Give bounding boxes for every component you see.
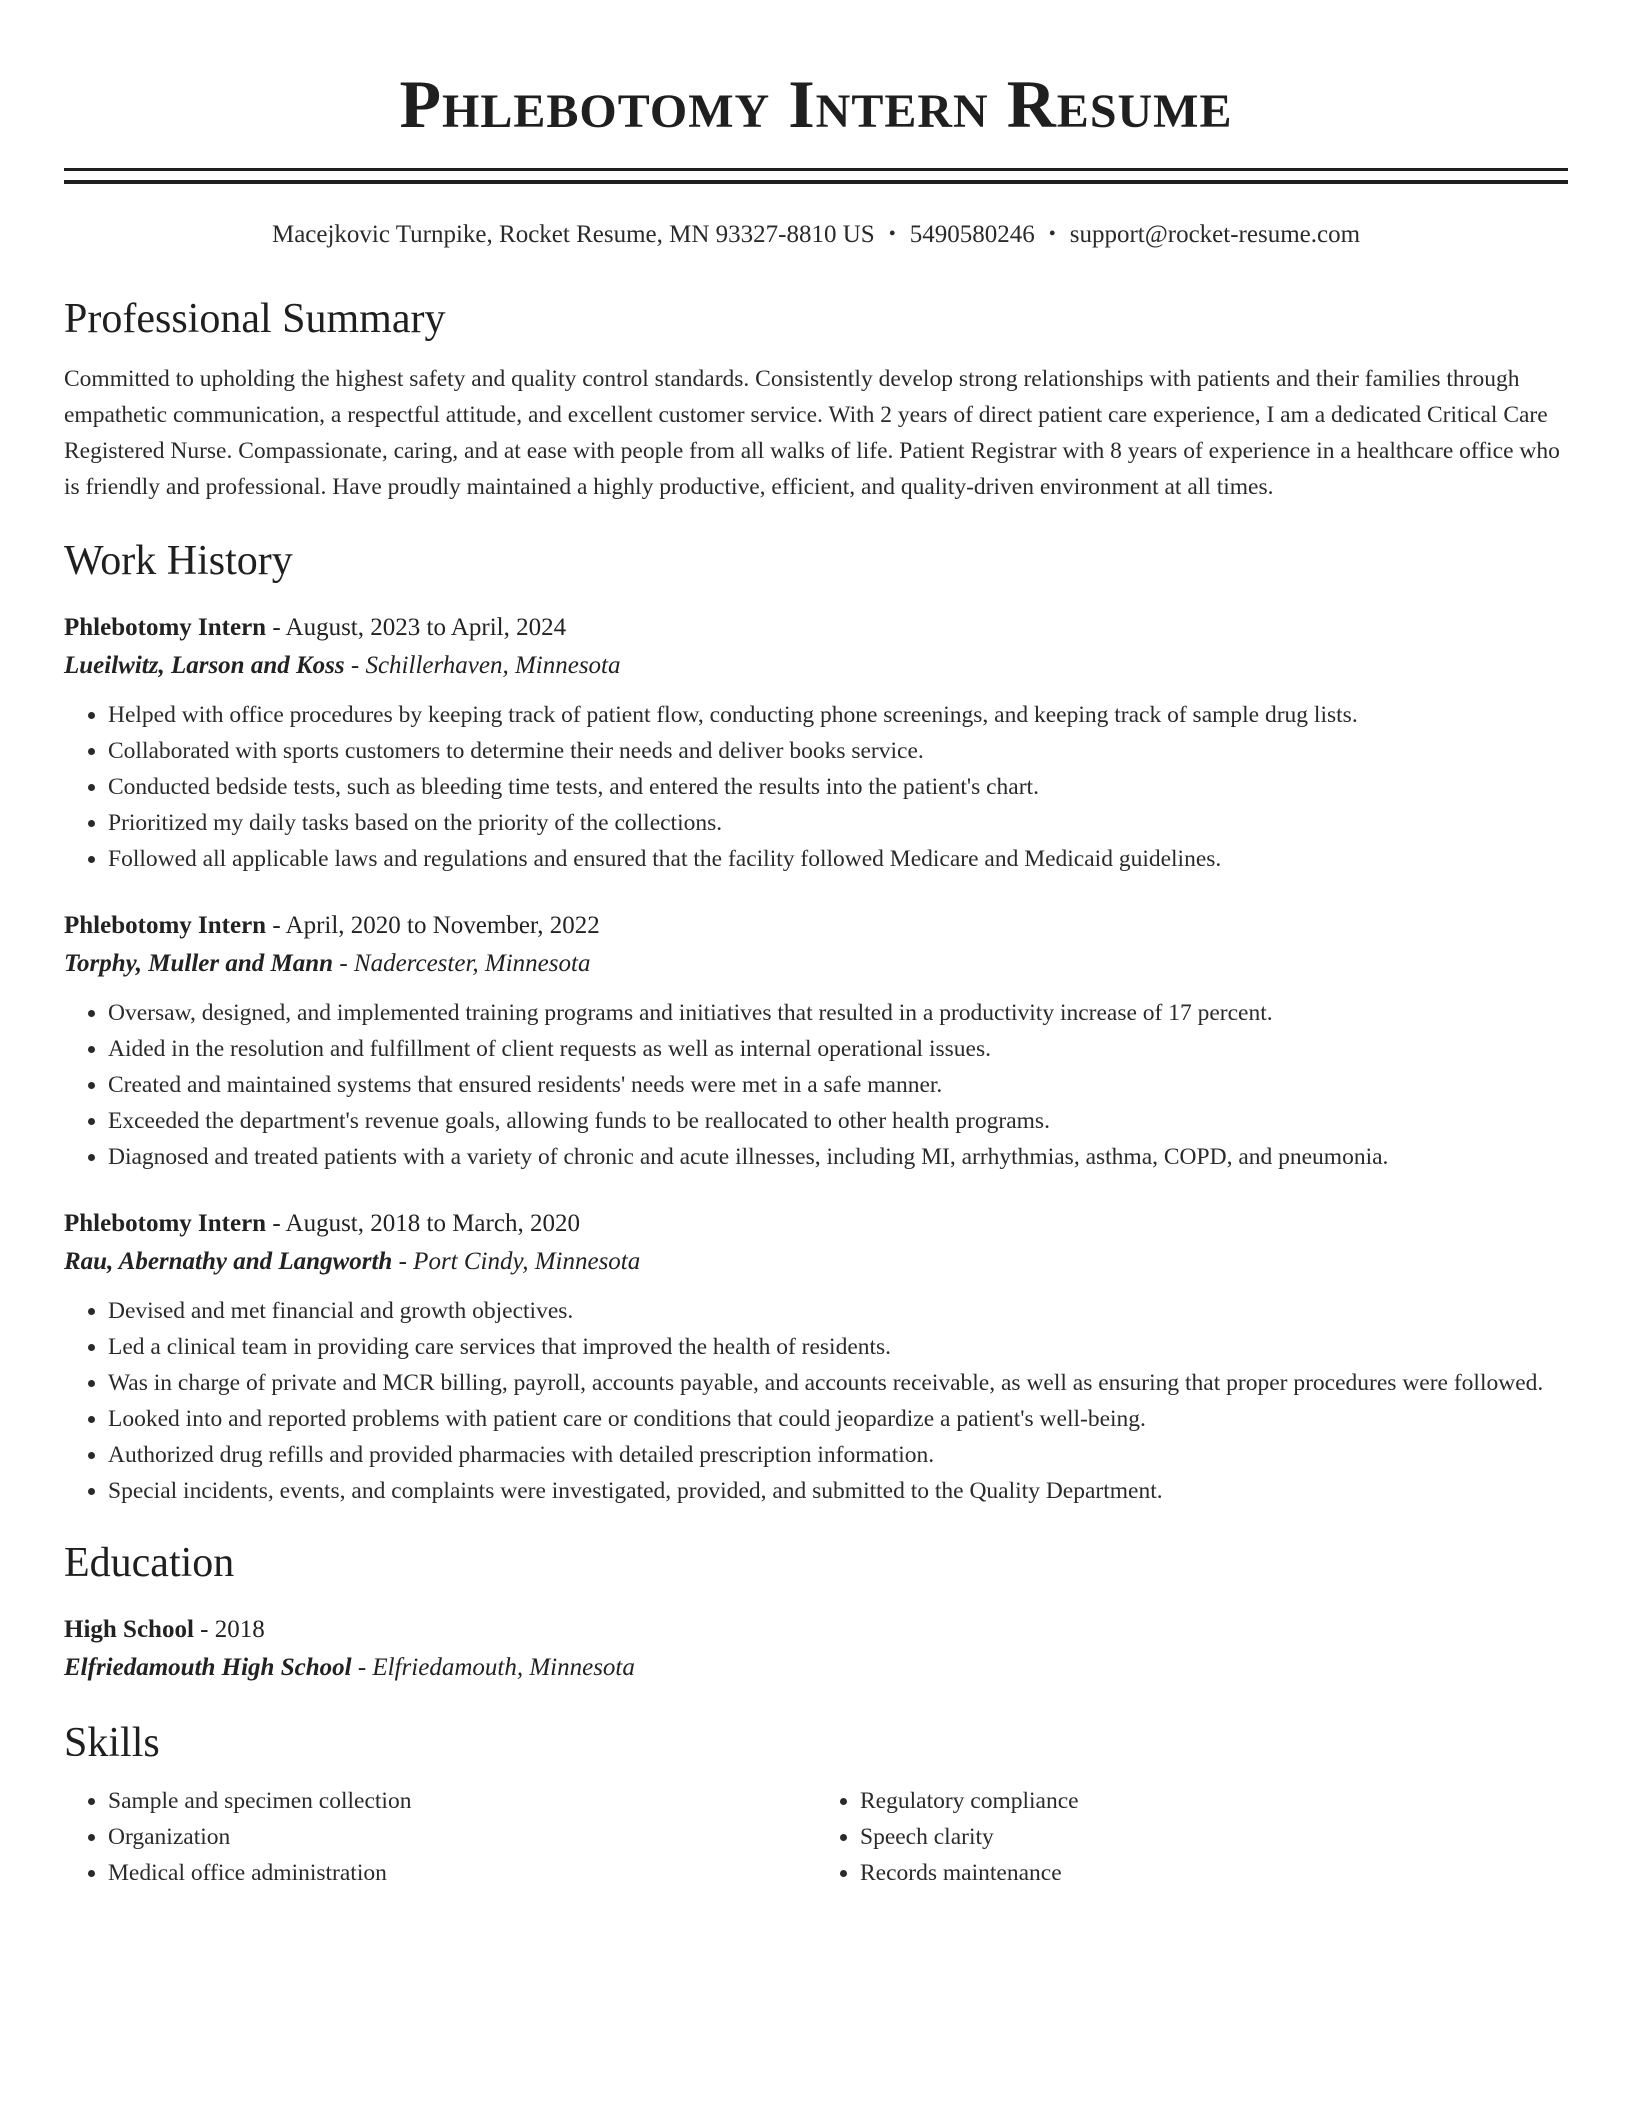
list-item: • Conducted bedside tests, such as bleeding time tests, and entered the results into the patient's chart. bbox=[108, 769, 1568, 805]
job-entry bbox=[64, 907, 1568, 1175]
contact-separator: • bbox=[1048, 223, 1056, 245]
job-entry bbox=[64, 609, 1568, 877]
company-location: - Nadercester, Minnesota bbox=[333, 950, 591, 977]
job-title: Phlebotomy Intern bbox=[64, 1210, 267, 1237]
list-item: • Speech clarity bbox=[860, 1819, 1568, 1855]
job-bullets bbox=[64, 697, 1568, 877]
job-title: Phlebotomy Intern bbox=[64, 614, 267, 641]
job-dates: - August, 2018 to March, 2020 bbox=[266, 1210, 580, 1237]
company-location: - Port Cindy, Minnesota bbox=[392, 1248, 641, 1275]
education-heading: Education bbox=[64, 1540, 235, 1586]
list-item: • Followed all applicable laws and regulations and ensured that the facility followed Medicare and Medicaid guidelines. bbox=[108, 841, 1568, 877]
list-item: • Diagnosed and treated patients with a variety of chronic and acute illnesses, including MI, arrhythmias, asthma, COPD, and pneumonia. bbox=[108, 1139, 1568, 1175]
contact-address: Macejkovic Turnpike, Rocket Resume, MN 93327-8810 US bbox=[271, 221, 875, 248]
list-item: • Medical office administration bbox=[108, 1855, 816, 1891]
company-line bbox=[64, 945, 1568, 983]
company-location: - Schillerhaven, Minnesota bbox=[344, 652, 621, 679]
degree-line bbox=[64, 1611, 1568, 1649]
resume-title: Phlebotomy Intern Resume bbox=[399, 66, 1233, 142]
summary-heading: Professional Summary bbox=[64, 296, 446, 342]
list-item: • Prioritized my daily tasks based on the priority of the collections. bbox=[108, 805, 1568, 841]
contact-separator: • bbox=[888, 223, 896, 245]
list-item: • Authorized drug refills and provided pharmacies with detailed prescription information. bbox=[108, 1437, 1568, 1473]
job-bullets bbox=[64, 995, 1568, 1175]
list-item: • Regulatory compliance bbox=[860, 1783, 1568, 1819]
list-item: • Led a clinical team in providing care services that improved the health of residents. bbox=[108, 1329, 1568, 1365]
company-line bbox=[64, 647, 1568, 685]
skills-heading: Skills bbox=[64, 1720, 160, 1766]
summary-section bbox=[64, 291, 1568, 505]
work-history-section bbox=[64, 533, 1568, 1509]
job-entry bbox=[64, 1205, 1568, 1509]
school-line bbox=[64, 1649, 1568, 1687]
school-location: - Elfriedamouth, Minnesota bbox=[351, 1654, 635, 1681]
list-item: • Special incidents, events, and complaints were investigated, provided, and submitted to the Quality Department. bbox=[108, 1473, 1568, 1509]
list-item: • Was in charge of private and MCR billing, payroll, accounts payable, and accounts receivable, as well as ensuring that proper procedures were followed. bbox=[108, 1365, 1568, 1401]
work-history-heading: Work History bbox=[64, 538, 293, 584]
education-entry bbox=[64, 1611, 1568, 1687]
graduation-year: - 2018 bbox=[193, 1616, 265, 1643]
list-item: • Helped with office procedures by keeping track of patient flow, conducting phone screenings, and keeping track of sample drug lists. bbox=[108, 697, 1568, 733]
contact-line bbox=[64, 218, 1568, 253]
summary-text: Committed to upholding the highest safety and quality control standards. Consistently develop strong relationships with patients and their families through empathetic communication, a respectful attitude, and excellent customer service. With 2 years of direct patient care experience, I am a dedicated Critical Care Registered Nurse. Compassionate, caring, and at ease with people from all walks of life. Patient Registrar with 8 years of experience in a healthcare office who is friendly and professional. Have proudly maintained a highly productive, efficient, and quality-driven environment at all times. bbox=[64, 366, 1560, 500]
school-name: Elfriedamouth High School bbox=[64, 1654, 352, 1681]
skills-grid bbox=[64, 1783, 1568, 1891]
list-item: • Oversaw, designed, and implemented training programs and initiatives that resulted in a productivity increase of 17 percent. bbox=[108, 995, 1568, 1031]
list-item: • Looked into and reported problems with patient care or conditions that could jeopardize a patient's well-being. bbox=[108, 1401, 1568, 1437]
company-line bbox=[64, 1243, 1568, 1281]
skills-column-left bbox=[64, 1783, 816, 1891]
skills-column-right bbox=[816, 1783, 1568, 1891]
title-divider bbox=[64, 168, 1568, 184]
degree: High School bbox=[64, 1616, 194, 1643]
company-name: Rau, Abernathy and Langworth bbox=[64, 1248, 393, 1275]
contact-phone: 5490580246 bbox=[909, 221, 1035, 248]
job-dates: - August, 2023 to April, 2024 bbox=[266, 614, 567, 641]
list-item: • Records maintenance bbox=[860, 1855, 1568, 1891]
contact-email: support@rocket-resume.com bbox=[1069, 221, 1361, 248]
list-item: • Sample and specimen collection bbox=[108, 1783, 816, 1819]
list-item: • Exceeded the department's revenue goals, allowing funds to be reallocated to other health programs. bbox=[108, 1103, 1568, 1139]
job-title-line bbox=[64, 907, 1568, 945]
list-item: • Created and maintained systems that ensured residents' needs were met in a safe manner. bbox=[108, 1067, 1568, 1103]
list-item: • Organization bbox=[108, 1819, 816, 1855]
list-item: • Collaborated with sports customers to determine their needs and deliver books service. bbox=[108, 733, 1568, 769]
list-item: • Aided in the resolution and fulfillment of client requests as well as internal operational issues. bbox=[108, 1031, 1568, 1067]
skills-section bbox=[64, 1715, 1568, 1891]
job-dates: - April, 2020 to November, 2022 bbox=[266, 912, 600, 939]
list-item: • Devised and met financial and growth objectives. bbox=[108, 1293, 1568, 1329]
job-title: Phlebotomy Intern bbox=[64, 912, 267, 939]
job-title-line bbox=[64, 609, 1568, 647]
job-bullets bbox=[64, 1293, 1568, 1509]
company-name: Lueilwitz, Larson and Koss bbox=[64, 652, 345, 679]
education-section bbox=[64, 1535, 1568, 1687]
job-title-line bbox=[64, 1205, 1568, 1243]
company-name: Torphy, Muller and Mann bbox=[64, 950, 334, 977]
